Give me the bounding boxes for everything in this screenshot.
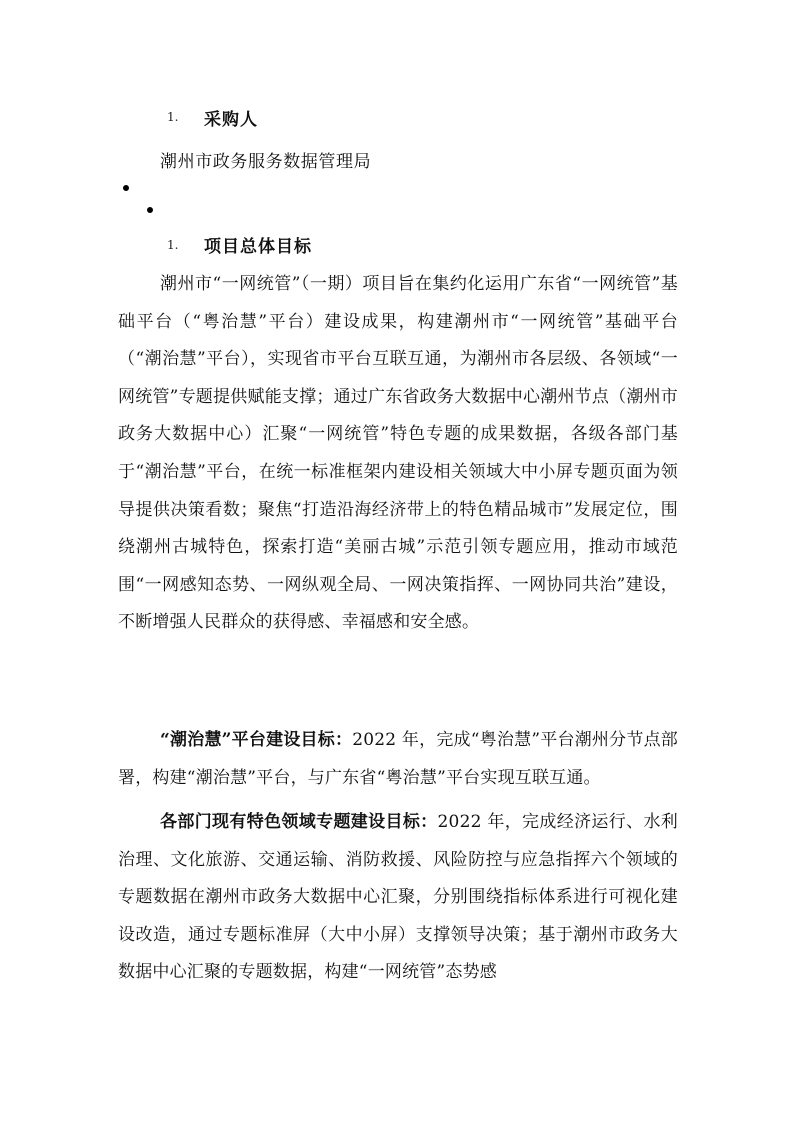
platform-goal-paragraph bbox=[118, 722, 678, 797]
section-heading-purchaser: 采购人 bbox=[204, 110, 258, 130]
goals-paragraph: 潮州市“一网统管”（一期）项目旨在集约化运用广东省“一网统管”基础平台（“粤治慧”平台）建设成果，构建潮州市“一网统管”基础平台（“潮治慧”平台），实现省市平台互联互通，为潮州市各层级、各领域“一网统管”专题提供赋能支撑；通过广东省政务大数据中心潮州节点（潮州市政务大数据中心）汇聚“一网统管”特色专题的成果数据，各级各部门基于“潮治慧”平台，在统一标准框架内建设相关领域大中小屏专题页面为领导提供决策看数；聚焦“打造沿海经济带上的特色精品城市”发展定位，围绕潮州古城特色，探索打造“美丽古城”示范引领专题应用，推动市域范围“一网感知态势、一网纵观全局、一网决策指挥、一网协同共治”建设，不断增强人民群众的获得感、幸福感和安全感。 bbox=[118, 274, 678, 633]
department-goal-text: 2022 年，完成经济运行、水利治理、文化旅游、交通运输、消防救援、风险防控与应急指挥六个领域的专题数据在潮州市政务大数据中心汇聚，分别围绕指标体系进行可视化建设改造，通过专题标准屏（大中小屏）支撑领导决策；基于潮州市政务大数据中心汇聚的专题数据，构建“一网统管”态势感 bbox=[118, 812, 678, 983]
purchaser-name: 潮州市政务服务数据管理局 bbox=[160, 152, 372, 172]
section-number: 1. bbox=[167, 238, 179, 252]
platform-goal-text: 2022 年，完成“粤治慧”平台潮州分节点部署，构建“潮治慧”平台，与广东省“粤治慧”平台实现互联互通。 bbox=[118, 730, 678, 788]
section-number: 1. bbox=[167, 110, 179, 124]
section-heading-goals: 项目总体目标 bbox=[204, 237, 312, 257]
bullet-point bbox=[123, 185, 129, 191]
platform-goal-label: “潮治慧”平台建设目标： bbox=[160, 730, 353, 750]
department-goal-label: 各部门现有特色领域专题建设目标： bbox=[160, 812, 438, 832]
bullet-point bbox=[147, 207, 153, 213]
department-goal-paragraph bbox=[118, 804, 678, 992]
